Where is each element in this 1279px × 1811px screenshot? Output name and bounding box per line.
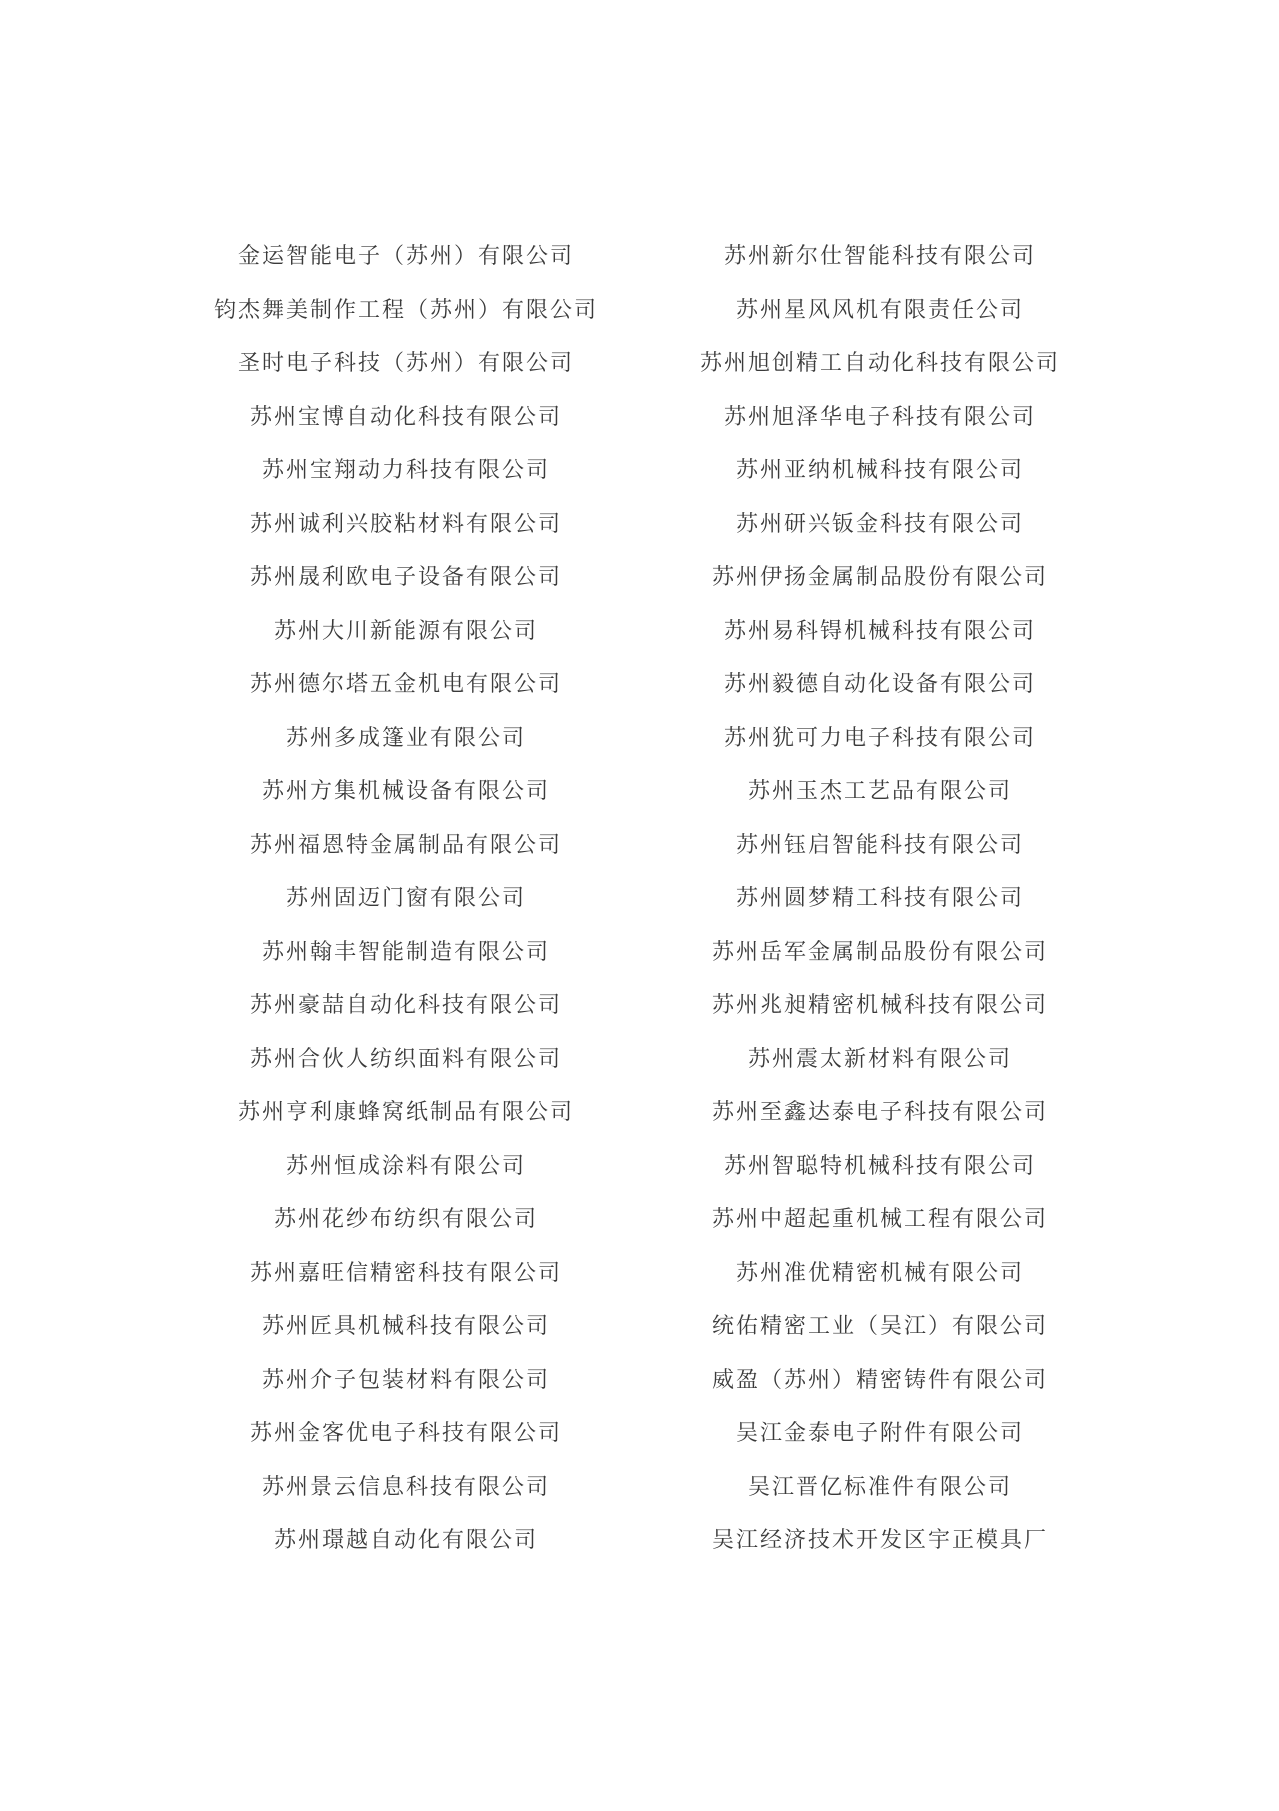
company-name: 吴江金泰电子附件有限公司 [735, 1421, 1024, 1446]
company-name: 苏州亨利康蜂窝纸制品有限公司 [237, 1100, 574, 1125]
company-name: 苏州宝翔动力科技有限公司 [261, 458, 550, 483]
company-name: 苏州钰启智能科技有限公司 [735, 832, 1024, 858]
company-name: 苏州诚利兴胶粘材料有限公司 [249, 511, 562, 537]
company-name: 苏州匠具机械科技有限公司 [261, 1314, 550, 1339]
company-name: 吴江经济技术开发区宇正模具厂 [711, 1528, 1048, 1553]
company-name: 苏州兆昶精密机械科技有限公司 [711, 993, 1048, 1018]
company-name: 苏州星风风机有限责任公司 [735, 297, 1024, 323]
company-name: 钧杰舞美制作工程（苏州）有限公司 [213, 297, 598, 323]
left-company-column [156, 230, 656, 1568]
company-name: 苏州犹可力电子科技有限公司 [723, 725, 1036, 751]
company-name: 苏州亚纳机械科技有限公司 [735, 458, 1024, 483]
company-name: 统佑精密工业（吴江）有限公司 [711, 1314, 1048, 1339]
company-name: 苏州嘉旺信精密科技有限公司 [249, 1260, 562, 1286]
company-name: 苏州旭创精工自动化科技有限公司 [699, 351, 1060, 376]
company-name: 苏州福恩特金属制品有限公司 [249, 832, 562, 858]
company-name: 吴江晋亿标准件有限公司 [747, 1474, 1012, 1500]
company-name: 苏州至鑫达泰电子科技有限公司 [711, 1100, 1048, 1125]
company-name: 苏州翰丰智能制造有限公司 [261, 939, 550, 965]
company-name: 苏州晟利欧电子设备有限公司 [249, 565, 562, 590]
company-name: 苏州景云信息科技有限公司 [261, 1474, 550, 1500]
company-name: 苏州固迈门窗有限公司 [285, 886, 526, 911]
company-name: 苏州准优精密机械有限公司 [735, 1260, 1024, 1286]
company-name: 苏州易科锝机械科技有限公司 [723, 618, 1036, 644]
company-name: 苏州毅德自动化设备有限公司 [723, 672, 1036, 697]
company-name: 苏州多成篷业有限公司 [285, 725, 526, 751]
company-name: 苏州介子包装材料有限公司 [261, 1367, 550, 1393]
company-name: 苏州恒成涂料有限公司 [285, 1153, 526, 1179]
company-name: 苏州花纱布纺织有限公司 [273, 1207, 538, 1232]
company-name: 苏州中超起重机械工程有限公司 [711, 1207, 1048, 1232]
company-name: 苏州智聪特机械科技有限公司 [723, 1153, 1036, 1179]
company-name: 苏州宝博自动化科技有限公司 [249, 404, 562, 430]
company-name: 苏州玉杰工艺品有限公司 [747, 779, 1012, 804]
company-name: 苏州新尔仕智能科技有限公司 [723, 244, 1036, 269]
company-name: 苏州震太新材料有限公司 [747, 1046, 1012, 1072]
company-name: 金运智能电子（苏州）有限公司 [237, 244, 574, 269]
company-name: 苏州圆梦精工科技有限公司 [735, 886, 1024, 911]
company-name: 苏州大川新能源有限公司 [273, 618, 538, 644]
company-name: 苏州旭泽华电子科技有限公司 [723, 404, 1036, 430]
company-name: 苏州岳军金属制品股份有限公司 [711, 939, 1048, 965]
company-name: 苏州伊扬金属制品股份有限公司 [711, 565, 1048, 590]
company-name: 苏州金客优电子科技有限公司 [249, 1421, 562, 1446]
company-name: 苏州研兴钣金科技有限公司 [735, 511, 1024, 537]
company-name: 苏州豪喆自动化科技有限公司 [249, 993, 562, 1018]
company-name: 苏州德尔塔五金机电有限公司 [249, 672, 562, 697]
right-company-column [630, 230, 1130, 1568]
company-name: 苏州合伙人纺织面料有限公司 [249, 1046, 562, 1072]
company-name: 威盈（苏州）精密铸件有限公司 [711, 1367, 1048, 1393]
company-name: 圣时电子科技（苏州）有限公司 [237, 351, 574, 376]
company-name: 苏州璟越自动化有限公司 [273, 1528, 538, 1553]
company-name: 苏州方集机械设备有限公司 [261, 779, 550, 804]
